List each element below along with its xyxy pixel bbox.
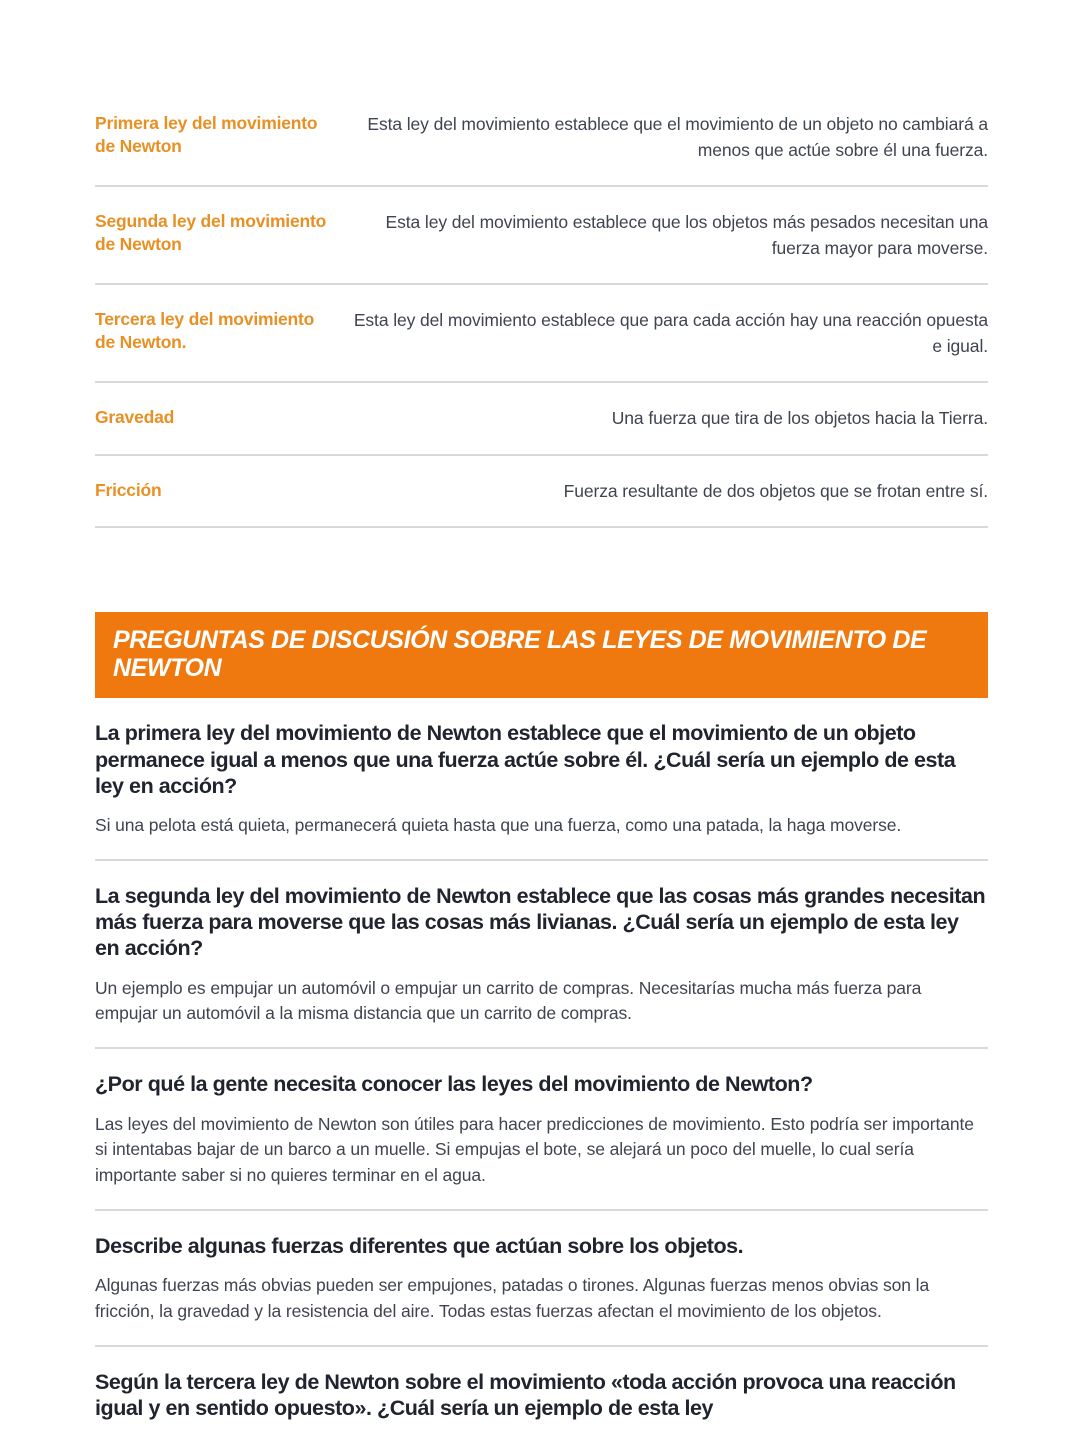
page-content [95, 0, 988, 1442]
table-row [95, 208, 988, 285]
vocabulary-table [95, 112, 988, 528]
discussion-question: La segunda ley del movimiento de Newton establece que las cosas más grandes necesitan más fuerza para moverse que las cosas más livianas. ¿Cuál sería un ejemplo de esta ley en acción? [95, 883, 986, 961]
table-row [95, 477, 988, 529]
vocabulary-term: Gravedad [95, 407, 175, 428]
vocabulary-definition: Fuerza resultante de dos objetos que se frotan entre sí. [563, 480, 988, 501]
table-row [95, 112, 988, 187]
vocabulary-definition: Una fuerza que tira de los objetos hacia la Tierra. [611, 408, 988, 429]
discussion-question: Según la tercera ley de Newton sobre el movimiento «toda acción provoca una reacción igual y en sentido opuesto». ¿Cuál sería un ejemplo de esta ley [95, 1370, 956, 1421]
table-row [95, 404, 988, 456]
table-row [95, 306, 988, 383]
discussion-question: La primera ley del movimiento de Newton establece que el movimiento de un objeto permanece igual a menos que una fuerza actúe sobre él. ¿Cuál sería un ejemplo de esta ley en acción? [95, 721, 956, 798]
vocabulary-definition: Esta ley del movimiento establece que el movimiento de un objeto no cambiará a menos que actúe sobre él una fuerza. [367, 114, 988, 160]
discussion-questions-list [95, 698, 988, 1441]
section-banner [95, 612, 988, 698]
discussion-item [95, 1347, 988, 1441]
discussion-item [95, 1211, 988, 1347]
section-banner-title: PREGUNTAS DE DISCUSIÓN SOBRE LAS LEYES DE MOVIMIENTO DE NEWTON [113, 626, 927, 683]
row-spacer [95, 383, 988, 404]
vocabulary-term: Tercera ley del movimiento de Newton. [95, 309, 315, 353]
vocabulary-definition: Esta ley del movimiento establece que los objetos más pesados necesitan una fuerza mayor para moverse. [385, 212, 988, 258]
discussion-answer: Algunas fuerzas más obvias pueden ser empujones, patadas o tirones. Algunas fuerzas menos obvias son la fricción, la gravedad y la resistencia del aire. Todas estas fuerzas afectan el movimiento de los objetos. [95, 1275, 930, 1322]
discussion-item [95, 698, 988, 861]
discussion-question: ¿Por qué la gente necesita conocer las leyes del movimiento de Newton? [95, 1072, 813, 1097]
discussion-answer: Si una pelota está quieta, permanecerá quieta hasta que una fuerza, como una patada, la haga moverse. [95, 815, 902, 836]
discussion-item [95, 861, 988, 1049]
row-spacer [95, 187, 988, 208]
vocabulary-definition: Esta ley del movimiento establece que para cada acción hay una reacción opuesta e igual. [353, 310, 988, 356]
discussion-answer: Un ejemplo es empujar un automóvil o empujar un carrito de compras. Necesitarías mucha más fuerza para empujar un automóvil a la misma distancia que un carrito de compras. [95, 977, 922, 1024]
vocabulary-term: Fricción [95, 479, 162, 500]
row-spacer [95, 285, 988, 306]
vocabulary-term: Segunda ley del movimiento de Newton [95, 211, 327, 255]
discussion-item [95, 1049, 988, 1211]
vocabulary-term: Primera ley del movimiento de Newton [95, 113, 318, 157]
discussion-answer: Las leyes del movimiento de Newton son útiles para hacer predicciones de movimiento. Esto podría ser importante si intentabas bajar de un barco a un muelle. Si empujas el bote, se alejará un poco del muelle, lo cual sería importante saber si no quieres terminar en el agua. [95, 1113, 974, 1186]
discussion-question: Describe algunas fuerzas diferentes que actúan sobre los objetos. [95, 1234, 744, 1259]
row-spacer [95, 456, 988, 477]
